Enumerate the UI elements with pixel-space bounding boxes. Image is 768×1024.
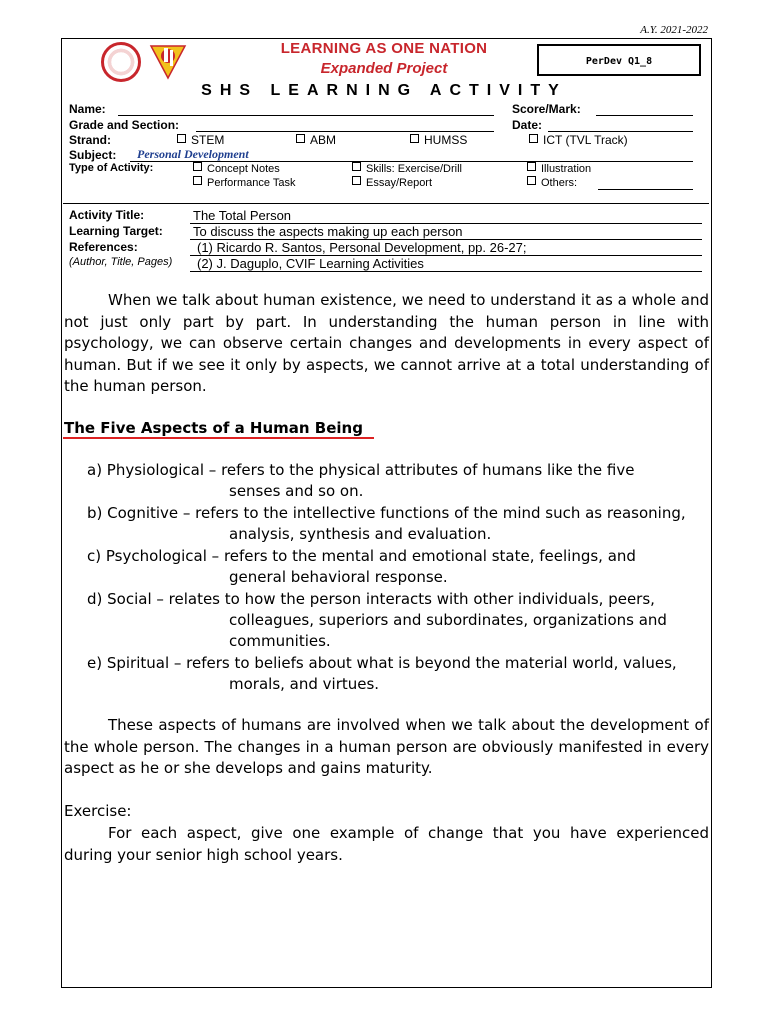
exercise-label: Exercise:: [64, 802, 132, 820]
aspect-d-cont: colleagues, superiors and subordinates, organizations and: [229, 611, 667, 629]
grade-field[interactable]: [196, 131, 494, 132]
type-concept-notes[interactable]: Concept Notes: [193, 162, 280, 175]
academic-year: A.Y. 2021-2022: [640, 24, 708, 36]
checkbox-icon: [296, 134, 305, 143]
checkbox-icon: [193, 176, 202, 185]
checkbox-icon: [177, 134, 186, 143]
others-field[interactable]: [598, 189, 693, 190]
references-label: References:: [69, 240, 138, 254]
aspect-c: c) Psychological – refers to the mental and emotional state, feelings, and: [87, 547, 636, 565]
aspect-a: a) Physiological – refers to the physical attributes of humans like the five: [87, 461, 635, 479]
strand-ict[interactable]: ICT (TVL Track): [529, 133, 628, 147]
section-heading-underline: [63, 437, 374, 439]
section-heading: The Five Aspects of a Human Being: [64, 419, 363, 437]
strand-label: Strand:: [69, 133, 111, 147]
strand-humss[interactable]: HUMSS: [410, 133, 467, 147]
exercise-paragraph: For each aspect, give one example of change that you have experienced during your senior high school years.: [64, 824, 709, 864]
aspect-e-cont: morals, and virtues.: [229, 675, 380, 693]
score-field[interactable]: [596, 115, 693, 116]
intro-paragraph: When we talk about human existence, we need to understand it as a whole and not just only part by part. In understanding the human person in line with psychology, we can observe certain changes and developments in every aspect of human. But if we see it only by aspects, we cannot arrive at a total understanding of the human person.: [64, 291, 709, 395]
reference-2: (2) J. Daguplo, CVIF Learning Activities: [197, 256, 424, 271]
type-label: Type of Activity:: [69, 162, 154, 174]
strand-stem[interactable]: STEM: [177, 133, 224, 147]
type-illustration[interactable]: Illustration: [527, 162, 591, 175]
aspect-a-cont: senses and so on.: [229, 482, 364, 500]
checkbox-icon: [527, 162, 536, 171]
checkbox-icon: [527, 176, 536, 185]
aspect-c-cont: general behavioral response.: [229, 568, 448, 586]
module-code-box: PerDev Q1_8: [537, 44, 701, 76]
target-value: To discuss the aspects making up each person: [193, 224, 463, 239]
name-field[interactable]: [118, 115, 494, 116]
aspect-d: d) Social – relates to how the person interacts with other individuals, peers,: [87, 590, 655, 608]
checkbox-icon: [410, 134, 419, 143]
activity-title-value: The Total Person: [193, 208, 292, 223]
aspect-b: b) Cognitive – refers to the intellective functions of the mind such as reasoning,: [87, 504, 686, 522]
checkbox-icon: [529, 134, 538, 143]
checkbox-icon: [352, 162, 361, 171]
org-heading: LEARNING AS ONE NATION: [280, 40, 488, 57]
aspect-b-cont: analysis, synthesis and evaluation.: [229, 525, 492, 543]
aspect-d-cont2: communities.: [229, 632, 331, 650]
strand-abm[interactable]: ABM: [296, 133, 336, 147]
type-performance-task[interactable]: Performance Task: [193, 176, 295, 189]
name-label: Name:: [69, 102, 106, 116]
target-label: Learning Target:: [69, 224, 163, 238]
divider: [63, 203, 709, 204]
subject-label: Subject:: [69, 148, 117, 162]
checkbox-icon: [352, 176, 361, 185]
grade-label: Grade and Section:: [69, 118, 180, 132]
aspect-e: e) Spiritual – refers to beliefs about what is beyond the material world, values,: [87, 654, 677, 672]
score-label: Score/Mark:: [512, 102, 581, 116]
closing-paragraph: These aspects of humans are involved when we talk about the development of the whole person. The changes in a human person are obviously manifested in every aspect as he or she develops and gains maturity.: [64, 716, 709, 777]
reference-2-line: [190, 271, 702, 272]
type-skills[interactable]: Skills: Exercise/Drill: [352, 162, 462, 175]
type-essay-report[interactable]: Essay/Report: [352, 176, 432, 189]
page-title: SHS LEARNING ACTIVITY: [201, 82, 567, 99]
date-field[interactable]: [548, 131, 693, 132]
subject-value: Personal Development: [137, 147, 249, 161]
reference-1: (1) Ricardo R. Santos, Personal Development, pp. 26-27;: [197, 240, 527, 255]
type-others[interactable]: Others:: [527, 176, 577, 189]
project-heading: Expanded Project: [320, 60, 448, 77]
date-label: Date:: [512, 118, 543, 132]
activity-title-label: Activity Title:: [69, 208, 145, 222]
checkbox-icon: [193, 162, 202, 171]
references-sub: (Author, Title, Pages): [69, 256, 173, 268]
